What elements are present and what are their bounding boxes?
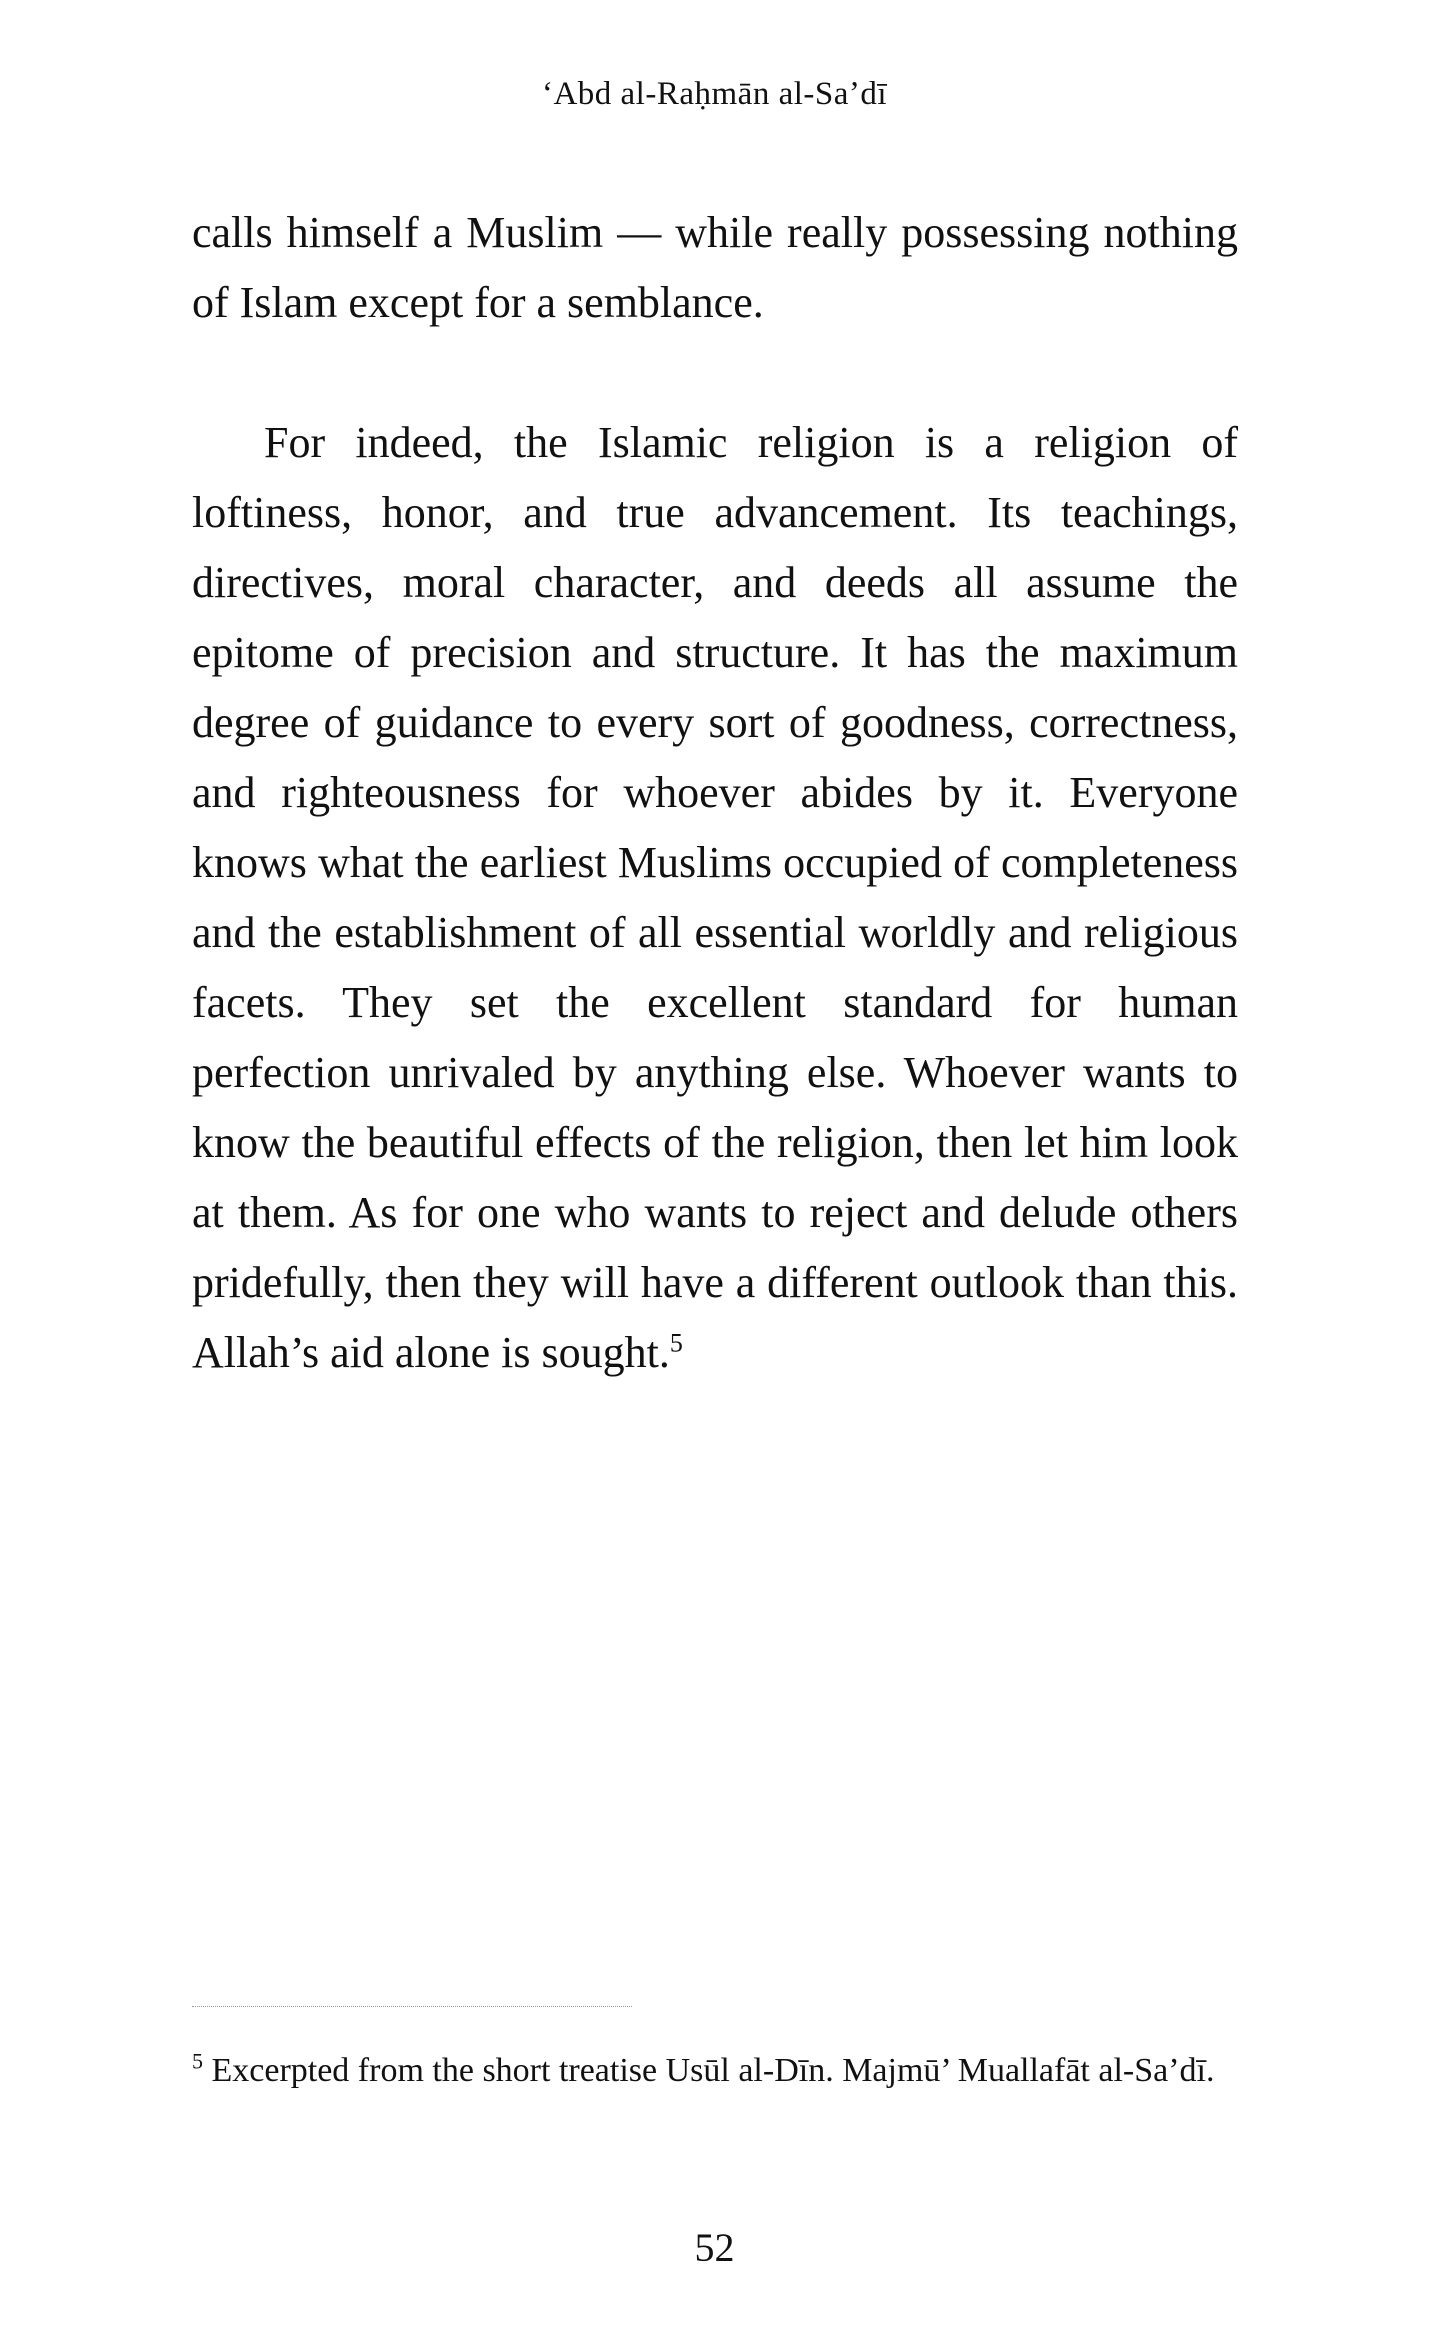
footnote-reference: 5 [669,1328,683,1358]
running-header: ʻAbd al-Raḥmān al-Saʼdī [541,76,888,112]
paragraph-main [192,408,1238,1388]
footnote [192,2048,1238,2094]
footnote-number: 5 [192,2048,203,2074]
footnote-divider [192,2006,632,2007]
paragraph-continued: calls himself a Muslim — while really possessing nothing of Islam except for a semblance. [192,208,1238,327]
paragraph-main-text: For indeed, the Islamic religion is a religion of loftiness, honor, and true advancement. Its teachings, directives, moral character, and deeds all assume the epitome of precision and structure. It has the maximum degree of guidance to every sort of goodness, correctness, and righteousness for whoever abides by it. Everyone knows what the earliest Muslims occupied of completeness and the establishment of all essential worldly and religious facets. They set the excellent standard for human perfection unrivaled by anything else. Whoever wants to know the beautiful effects of the religion, then let him look at them. As for one who wants to reject and delude others pridefully, then they will have a different outlook than this. Allah’s aid alone is sought. [192,418,1238,1377]
page-number: 52 [694,2225,735,2270]
footnote-text: Excerpted from the short treatise Usūl al-Dīn. Majmū’ Muallafāt al-Sa’dī. [211,2052,1215,2089]
